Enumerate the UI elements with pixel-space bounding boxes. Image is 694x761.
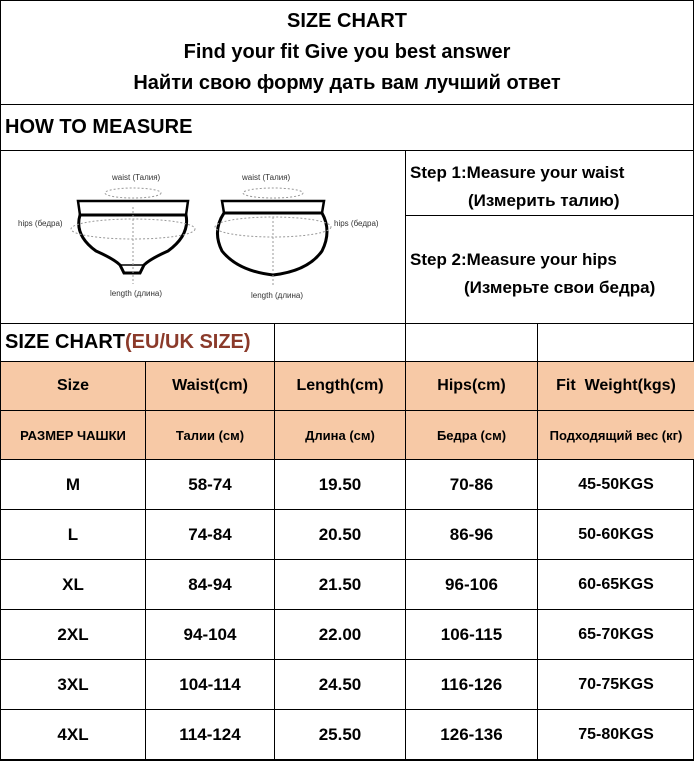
- page-title: SIZE CHART: [287, 10, 407, 32]
- front-brief-drawing: [71, 188, 195, 284]
- hips-cell: 116-126: [406, 660, 538, 710]
- table-row: [1, 510, 694, 560]
- subtitle-english: Find your fit Give you best answer: [183, 41, 511, 63]
- length-cell: 20.50: [275, 510, 406, 560]
- back-hips-label: hips (бедра): [334, 219, 379, 228]
- table-row: [1, 460, 694, 510]
- length-cell: 19.50: [275, 460, 406, 510]
- length-cell: 24.50: [275, 660, 406, 710]
- measurement-illustration: [0, 151, 406, 323]
- size-chart-title: [5, 331, 251, 354]
- back-length-label: length (длина): [251, 291, 304, 300]
- table-row: [1, 560, 694, 610]
- waist-cell: 114-124: [146, 710, 275, 760]
- hips-cell: 70-86: [406, 460, 538, 510]
- size-cell: 3XL: [1, 660, 146, 710]
- length-cell: 21.50: [275, 560, 406, 610]
- table-header-en: [1, 362, 694, 411]
- waist-cell: 84-94: [146, 560, 275, 610]
- front-waist-label: waist (Талия): [112, 173, 161, 182]
- header-cell: Waist(cm): [146, 362, 275, 411]
- size-cell: 2XL: [1, 610, 146, 660]
- how-to-measure-heading: HOW TO MEASURE: [5, 116, 193, 138]
- title-row-divider: [274, 323, 275, 361]
- hips-cell: 106-115: [406, 610, 538, 660]
- header-cell: Подходящий вес (кг): [538, 411, 694, 460]
- weight-cell: 75-80KGS: [538, 710, 694, 760]
- step1-title: Step 1:Measure your waist: [410, 163, 625, 182]
- size-table: [0, 361, 694, 760]
- waist-cell: 94-104: [146, 610, 275, 660]
- header-cell: Size: [1, 362, 146, 411]
- weight-cell: 50-60KGS: [538, 510, 694, 560]
- step2-title: Step 2:Measure your hips: [410, 250, 617, 269]
- hips-cell: 126-136: [406, 710, 538, 760]
- size-chart-title-row: [0, 323, 694, 361]
- hips-cell: 96-106: [406, 560, 538, 610]
- panties-diagram: [0, 151, 405, 323]
- steps-divider: [406, 215, 694, 216]
- header-cell: Длина (см): [275, 411, 406, 460]
- table-row: [1, 710, 694, 760]
- size-cell: M: [1, 460, 146, 510]
- size-chart-header: [0, 0, 694, 105]
- size-cell: XL: [1, 560, 146, 610]
- header-cell: Талии (см): [146, 411, 275, 460]
- size-chart-title-text: SIZE CHART: [5, 331, 125, 353]
- length-cell: 25.50: [275, 710, 406, 760]
- back-waist-label: waist (Талия): [242, 173, 291, 182]
- size-chart-region: (EU/UK SIZE): [125, 331, 251, 353]
- table-row: [1, 660, 694, 710]
- table-header-ru: [1, 411, 694, 460]
- size-cell: 4XL: [1, 710, 146, 760]
- measure-section: [0, 151, 694, 324]
- measure-steps: [406, 151, 694, 323]
- header-cell: Fit Weight(kgs): [538, 362, 694, 411]
- subtitle-russian: Найти свою форму дать вам лучший ответ: [133, 72, 561, 94]
- weight-cell: 45-50KGS: [538, 460, 694, 510]
- weight-cell: 65-70KGS: [538, 610, 694, 660]
- header-cell: Бедра (см): [406, 411, 538, 460]
- header-cell: Hips(cm): [406, 362, 538, 411]
- front-length-label: length (длина): [110, 289, 163, 298]
- waist-cell: 74-84: [146, 510, 275, 560]
- weight-cell: 60-65KGS: [538, 560, 694, 610]
- hips-cell: 86-96: [406, 510, 538, 560]
- waist-cell: 104-114: [146, 660, 275, 710]
- step2-subtitle: (Измерьте свои бедра): [464, 278, 656, 297]
- header-cell: РАЗМЕР ЧАШКИ: [1, 411, 146, 460]
- size-cell: L: [1, 510, 146, 560]
- weight-cell: 70-75KGS: [538, 660, 694, 710]
- header-cell: Length(cm): [275, 362, 406, 411]
- title-row-divider: [537, 323, 538, 361]
- length-cell: 22.00: [275, 610, 406, 660]
- waist-cell: 58-74: [146, 460, 275, 510]
- back-brief-drawing: [215, 188, 331, 285]
- front-hips-label: hips (бедра): [18, 219, 63, 228]
- how-to-measure-bar: [0, 104, 694, 151]
- title-row-divider: [405, 323, 406, 361]
- step1-subtitle: (Измерить талию): [468, 191, 620, 210]
- table-row: [1, 610, 694, 660]
